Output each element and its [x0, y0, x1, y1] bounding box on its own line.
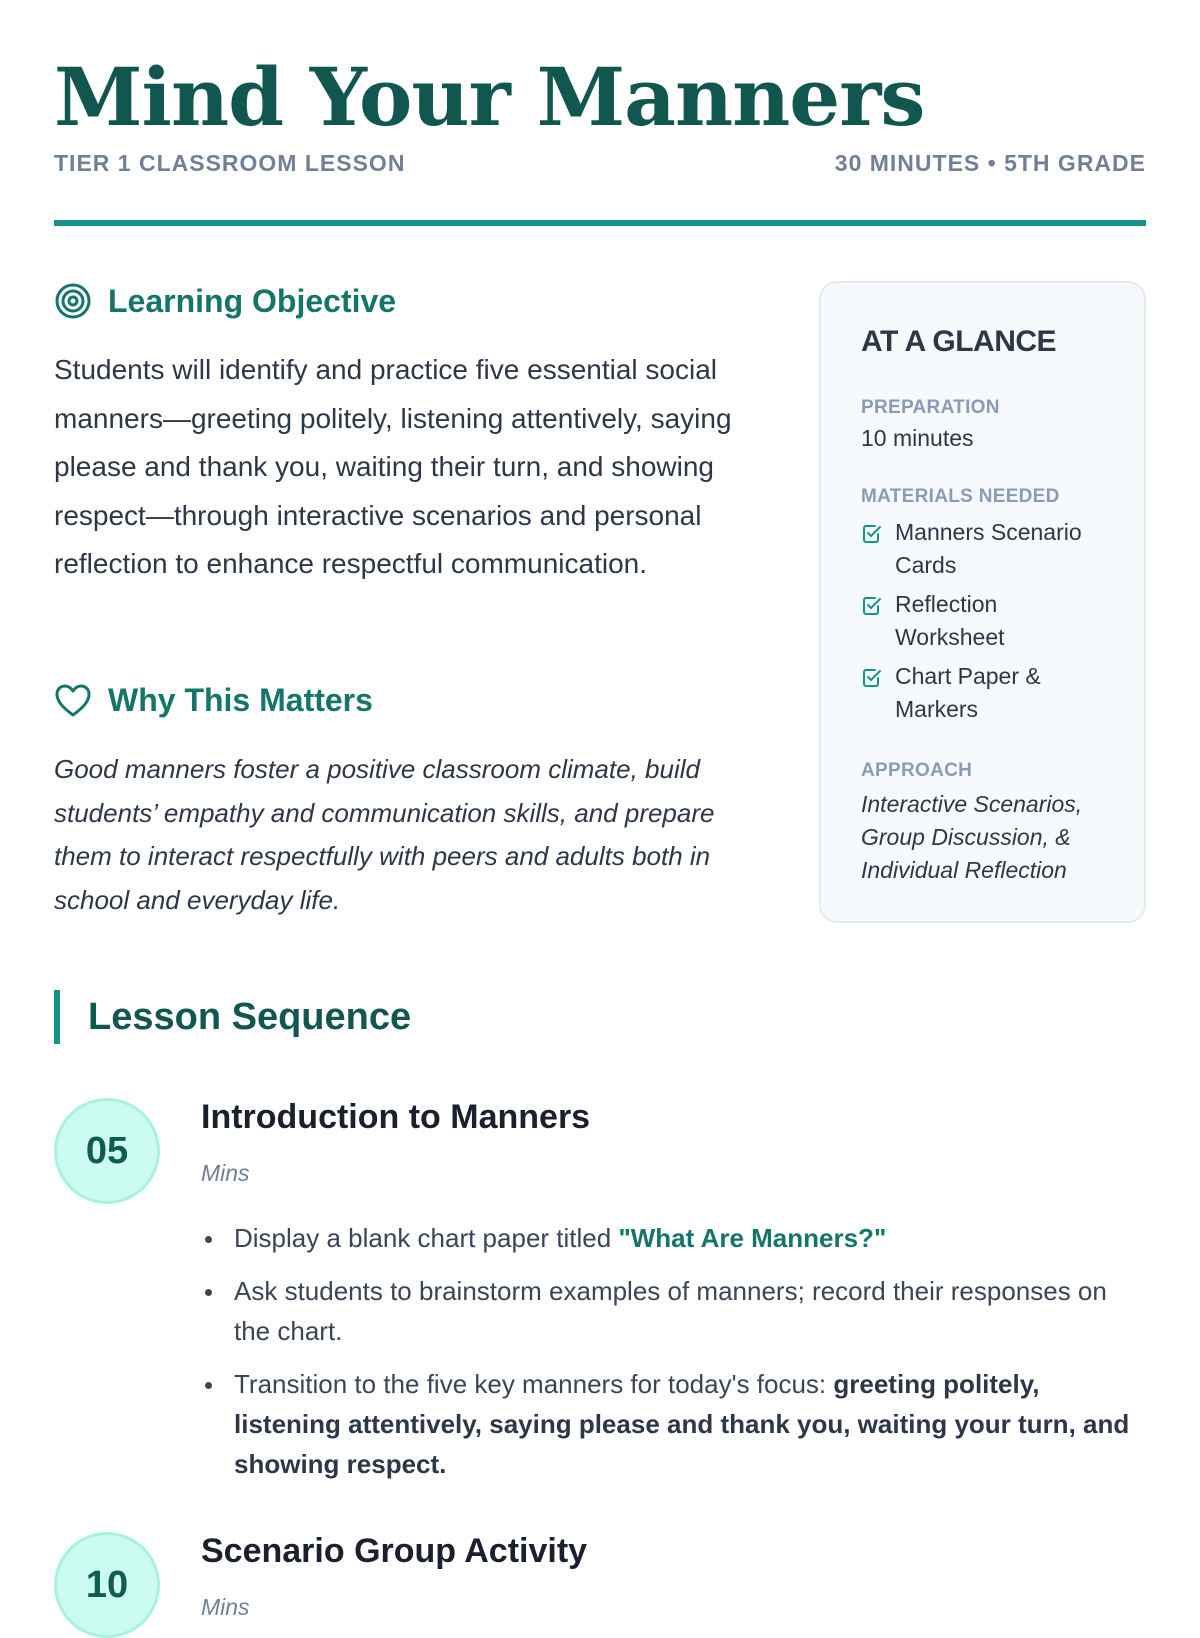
approach-label: APPROACH [861, 760, 973, 781]
list-item [201, 1364, 1141, 1484]
list-item [201, 1218, 1141, 1258]
lesson-tier: TIER 1 CLASSROOM LESSON [54, 150, 406, 176]
checkbox-icon [861, 516, 883, 554]
learning-objective-heading [54, 282, 396, 320]
lesson-page [54, 0, 1146, 1620]
why-this-matters-text: Good manners foster a positive classroom climate, build students’ empathy and communication skills, and prepare them to interact respectfully with peers and adults both in school and everyday life. [54, 754, 715, 915]
heart-icon [54, 683, 92, 719]
learning-objective-title: Learning Objective [108, 282, 397, 319]
step-bullets [201, 1218, 1141, 1497]
step-title: Introduction to Manners [201, 1098, 591, 1136]
step-minutes-badge: 10 [54, 1532, 160, 1638]
lesson-duration-grade: 30 MINUTES • 5TH GRADE [834, 150, 1146, 176]
list-item [201, 1271, 1141, 1351]
checkbox-icon [861, 588, 883, 626]
target-icon [54, 282, 92, 320]
material-label: Reflection Worksheet [895, 591, 1005, 650]
chart-title-highlight: "What Are Manners?" [618, 1223, 887, 1253]
preparation-label: PREPARATION [861, 397, 1000, 418]
step-title: Scenario Group Activity [201, 1532, 588, 1570]
checkbox-icon [861, 660, 883, 698]
bullet-text: Transition to the five key manners for today's focus: [234, 1369, 834, 1399]
page-title: Mind Your Manners [54, 50, 925, 144]
lesson-sequence-heading: Lesson Sequence [54, 990, 411, 1044]
bullet-text: Display a blank chart paper titled [234, 1223, 619, 1253]
at-a-glance-card [819, 281, 1146, 923]
step-minutes-unit: Mins [201, 1594, 250, 1620]
list-item [861, 660, 1104, 726]
learning-objective-text: Students will identify and practice five essential social manners—greeting politely, listening attentively, saying please and thank you, waiting their turn, and showing respect—through interactive scenarios and personal reflection to enhance respectful communication. [54, 354, 732, 579]
material-label: Chart Paper & Markers [895, 663, 1041, 722]
list-item [861, 588, 1104, 654]
materials-list [861, 516, 1104, 726]
key-manners-emphasis: greeting politely, listening attentively, saying please and thank you, waiting your turn, and showing respect. [234, 1369, 1130, 1479]
at-a-glance-title: AT A GLANCE [861, 325, 1057, 358]
materials-label: MATERIALS NEEDED [861, 486, 1060, 507]
header-divider [54, 220, 1146, 226]
why-this-matters-heading [54, 682, 373, 719]
bullet-text: Ask students to brainstorm examples of manners; record their responses on the chart. [234, 1276, 1107, 1346]
approach-value: Interactive Scenarios, Group Discussion, & Individual Reflection [861, 791, 1083, 883]
preparation-value: 10 minutes [861, 425, 974, 451]
why-this-matters-title: Why This Matters [108, 682, 373, 718]
step-minutes-unit: Mins [201, 1160, 250, 1186]
material-label: Manners Scenario Cards [895, 519, 1082, 578]
step-minutes-badge: 05 [54, 1098, 160, 1204]
list-item [861, 516, 1104, 582]
